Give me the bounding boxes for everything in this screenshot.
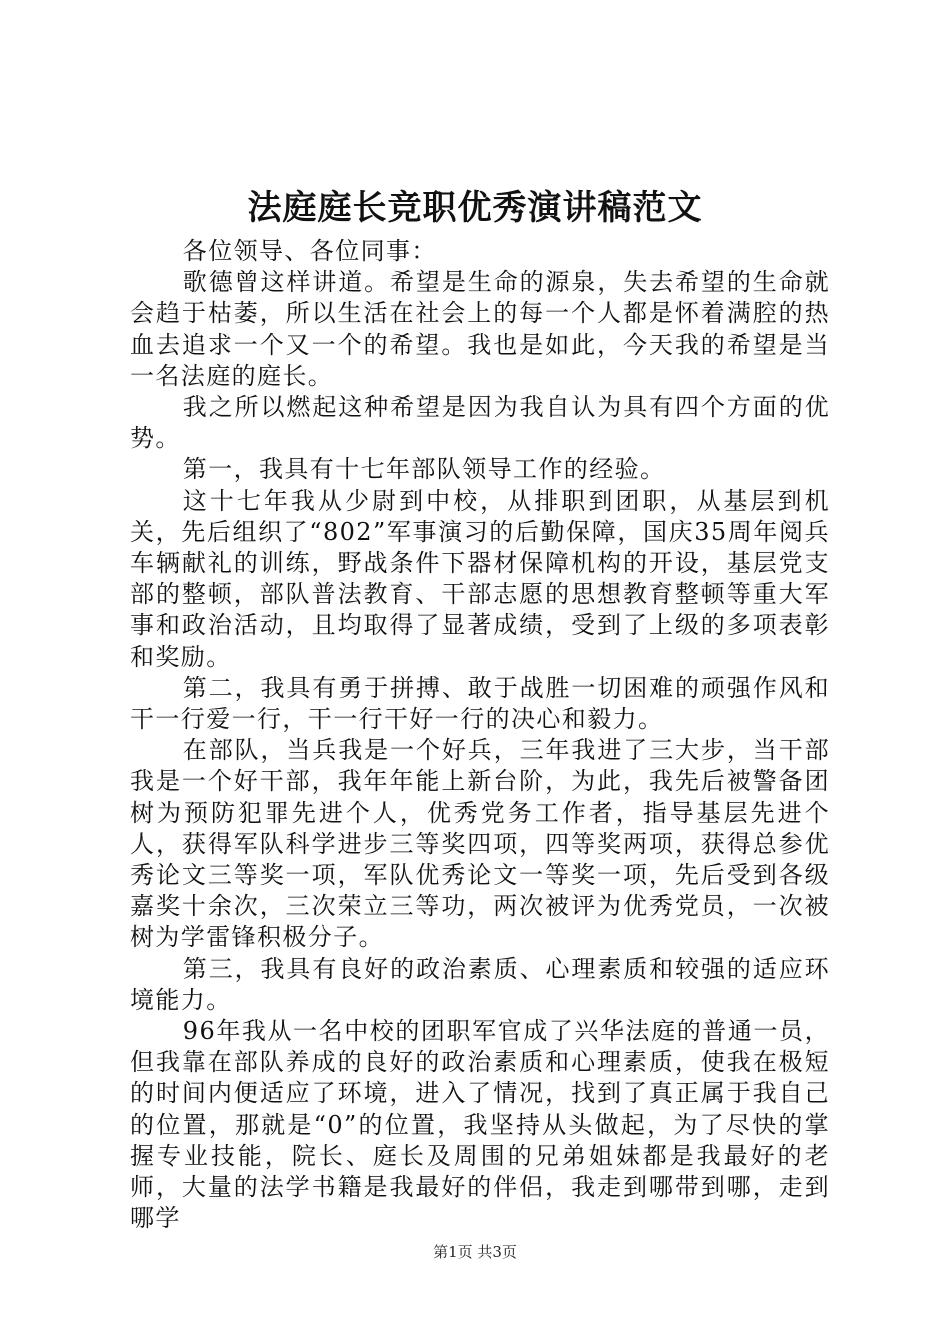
document-title: 法庭庭长竞职优秀演讲稿范文 bbox=[247, 188, 703, 228]
body-paragraph: 这十七年我从少尉到中校，从排职到团职，从基层到机关，先后组织了“802”军事演习的后勤保障，国庆35周年阅兵车辆献礼的训练，野战条件下器材保障机构的开设，基层党支部的整顿，部队普法教育、干部志愿的思想教育整顿等重大军事和政治活动，且均取得了显著成绩，受到了上级的多项表彰和奖励。 bbox=[130, 486, 830, 671]
body-paragraph: 96年我从一名中校的团职军官成了兴华法庭的普通一员，但我靠在部队养成的良好的政治素质和心理素质，使我在极短的时间内便适应了环境，进入了情况，找到了真正属于我自己的位置，那就是“0”的位置，我坚持从头做起，为了尽快的掌握专业技能，院长、庭长及周围的兄弟姐妹都是我最好的老师，大量的法学书籍是我最好的伴侣，我走到哪带到哪，走到哪学 bbox=[130, 1017, 830, 1233]
section-heading-paragraph: 第二，我具有勇于拼搏、敢于战胜一切困难的顽强作风和干一行爱一行，干一行干好一行的决心和毅力。 bbox=[130, 673, 830, 734]
salutation-paragraph: 各位领导、各位同事： bbox=[182, 237, 437, 265]
body-paragraph: 歌德曾这样讲道。希望是生命的源泉，失去希望的生命就会趋于枯萎，所以生活在社会上的每一个人都是怀着满腔的热血去追求一个又一个的希望。我也是如此，今天我的希望是当一名法庭的庭长。 bbox=[130, 268, 830, 390]
body-paragraph: 我之所以燃起这种希望是因为我自认为具有四个方面的优势。 bbox=[130, 393, 830, 453]
page-footer: 第1页 共3页 bbox=[433, 1243, 517, 1261]
section-heading-paragraph: 第三，我具有良好的政治素质、心理素质和较强的适应环境能力。 bbox=[130, 954, 830, 1014]
section-heading-paragraph: 第一，我具有十七年部队领导工作的经验。 bbox=[182, 455, 666, 484]
body-paragraph: 在部队，当兵我是一个好兵，三年我进了三大步，当干部我是一个好干部，我年年能上新台阶，为此，我先后被警备团树为预防犯罪先进个人，优秀党务工作者，指导基层先进个人，获得军队科学进步三等奖四项，四等奖两项，获得总参优秀论文三等奖一项，军队优秀论文一等奖一项，先后受到各级嘉奖十余次，三次荣立三等功，两次被评为优秀党员，一次被树为学雷锋积极分子。 bbox=[130, 736, 830, 952]
document-body bbox=[130, 236, 830, 1235]
